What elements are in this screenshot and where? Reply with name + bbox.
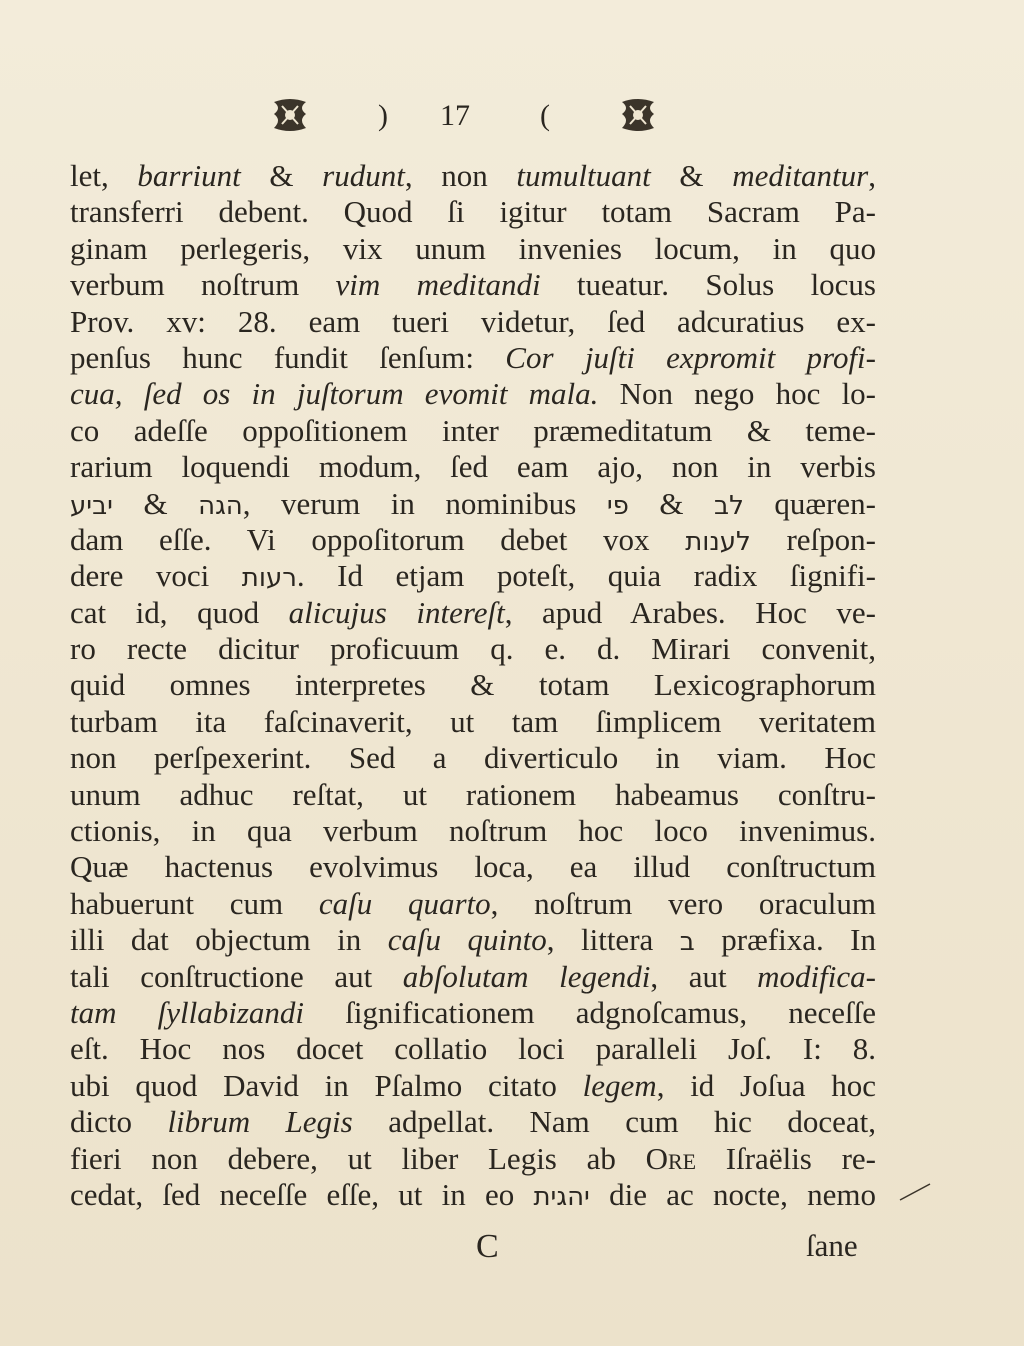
text-segment: penſus hunc fundit ſenſum: (70, 339, 506, 375)
text-segment: . Id etjam poteſt, quia radix ſignifi- (296, 558, 876, 594)
italic-phrase: caſu quarto (318, 885, 491, 921)
text-segment: illi dat objectum in (70, 922, 388, 958)
text-segment: quid omnes interpretes & totam Lexicographorum (70, 667, 876, 703)
text-segment: , id Joſua hoc (656, 1067, 877, 1103)
italic-phrase: tam ſyllabizandi (70, 994, 305, 1030)
text-segment: , littera (546, 922, 680, 958)
signature-mark: C (476, 1228, 499, 1265)
text-segment: turbam ita faſcinaverit, ut tam ſimplicem veritatem (70, 703, 876, 739)
text-line (70, 1068, 876, 1104)
text-segment: eſt. Hoc nos docet collatio loci paralleli Joſ. I: 8. (70, 1031, 876, 1067)
italic-phrase: vim meditandi (335, 267, 541, 303)
hebrew-word: ב (679, 927, 695, 958)
italic-phrase: legem (582, 1067, 657, 1103)
running-head (0, 92, 1024, 152)
italic-phrase: barriunt (137, 158, 241, 193)
text-line (70, 922, 876, 958)
text-segment: & (628, 485, 715, 521)
text-line (70, 740, 876, 776)
text-segment: let, (70, 158, 138, 193)
text-segment: ctionis, in qua verbum noſtrum hoc loco invenimus. (70, 813, 876, 849)
text-line (70, 813, 876, 849)
text-line (70, 376, 876, 412)
text-line (70, 158, 876, 194)
text-line (70, 667, 876, 703)
text-line (70, 231, 876, 267)
text-segment: , noſtrum vero oraculum (490, 885, 876, 921)
text-segment: quæren- (743, 485, 876, 521)
text-line (70, 631, 876, 667)
text-segment: Quæ hactenus evolvimus loca, ea illud conſtructum (70, 849, 876, 885)
text-segment: , apud Arabes. Hoc ve- (504, 594, 876, 630)
hebrew-word: יהגית (533, 1181, 590, 1212)
text-segment: cat id, quod (70, 594, 289, 630)
page-footer (0, 1228, 1024, 1278)
hebrew-word: יביע (70, 490, 113, 521)
hebrew-word: לב (714, 490, 744, 521)
text-line (70, 194, 876, 230)
text-segment: dam eſſe. Vi oppoſitorum debet vox (70, 521, 686, 557)
text-line (70, 522, 876, 558)
text-segment: die ac nocte, nemo (589, 1176, 876, 1212)
text-segment: ſignificationem adgnoſcamus, neceſſe (304, 994, 876, 1030)
text-segment: & (240, 158, 323, 193)
text-segment: reſpon- (750, 521, 876, 557)
hebrew-word: לענות (685, 526, 751, 557)
text-segment: , non (404, 158, 517, 193)
text-segment: co adeſſe oppoſitionem inter præmeditatum & teme- (70, 412, 876, 448)
text-line (70, 1141, 876, 1177)
text-line (70, 849, 876, 885)
text-segment: adpellat. Nam cum hic doceat, (352, 1104, 876, 1140)
page-number: 17 (440, 99, 470, 132)
text-segment: , aut (650, 958, 758, 994)
text-line (70, 959, 876, 995)
text-segment: Non nego hoc lo- (598, 376, 877, 412)
text-segment: ginam perlegeris, vix unum invenies locum, in quo (70, 230, 876, 266)
text-segment: habuerunt cum (70, 885, 319, 921)
catchword: ſane (806, 1228, 858, 1263)
text-line (70, 449, 876, 485)
body-text (70, 158, 876, 1213)
text-segment: transferri debent. Quod ſi igitur totam Sacram Pa- (70, 194, 876, 230)
italic-phrase: cua, ſed os in juſtorum evomit mala. (70, 376, 599, 412)
text-segment: & (650, 158, 733, 193)
italic-phrase: modifica- (757, 958, 876, 994)
text-segment: ubi quod David in Pſalmo citato (70, 1067, 583, 1103)
text-segment: fieri non debere, ut liber Legis ab (70, 1140, 646, 1176)
text-segment: Ore (645, 1140, 697, 1176)
italic-phrase: rudunt (322, 158, 405, 193)
text-line (70, 704, 876, 740)
text-segment: Iſraëlis re- (696, 1140, 876, 1176)
margin-mark-icon (898, 1182, 932, 1202)
text-line (70, 486, 876, 522)
text-segment: , verum in nominibus (242, 485, 607, 521)
hebrew-word: פי (606, 490, 629, 521)
text-line (70, 777, 876, 813)
italic-phrase: alicujus intereſt (288, 594, 505, 630)
text-line (70, 886, 876, 922)
text-line (70, 558, 876, 594)
ornament-left-icon (268, 96, 312, 134)
hebrew-word: רעות (241, 563, 297, 594)
page-number-bracket-left: ) (378, 99, 388, 132)
text-segment: Prov. xv: 28. eam tueri videtur, ſed adcuratius ex- (70, 303, 876, 339)
text-segment: dere voci (70, 558, 242, 594)
text-line (70, 1177, 876, 1213)
italic-phrase: abſolutam legendi (402, 958, 651, 994)
text-line (70, 340, 876, 376)
ornament-right-icon (616, 96, 660, 134)
hebrew-word: הגה (198, 490, 243, 521)
text-segment: dicto (70, 1104, 168, 1140)
page-number-bracket-right: ( (540, 99, 550, 132)
italic-phrase: caſu quinto (387, 922, 547, 958)
text-line (70, 995, 876, 1031)
italic-phrase: librum Legis (167, 1104, 353, 1140)
text-line (70, 1104, 876, 1140)
italic-phrase: tumultuant (516, 158, 651, 193)
text-segment: ro recte dicitur proficuum q. e. d. Mirari convenit, (70, 631, 876, 667)
text-segment: & (112, 485, 199, 521)
text-segment: tueatur. Solus locus (540, 267, 876, 303)
italic-phrase: Cor juſti expromit profi- (505, 339, 876, 375)
text-line (70, 1031, 876, 1067)
text-segment: tali conſtructione aut (70, 958, 403, 994)
text-segment: , (868, 158, 876, 193)
italic-phrase: meditantur (732, 158, 869, 193)
text-line (70, 595, 876, 631)
text-segment: verbum noſtrum (70, 267, 336, 303)
text-line (70, 304, 876, 340)
text-line (70, 413, 876, 449)
text-segment: non perſpexerint. Sed a diverticulo in viam. Hoc (70, 740, 876, 776)
text-segment: præfixa. In (694, 922, 876, 958)
text-segment: cedat, ſed neceſſe eſſe, ut in eo (70, 1176, 534, 1212)
text-line (70, 267, 876, 303)
text-segment: unum adhuc reſtat, ut rationem habeamus conſtru- (70, 776, 876, 812)
text-segment: rarium loquendi modum, ſed eam ajo, non in verbis (70, 449, 876, 485)
